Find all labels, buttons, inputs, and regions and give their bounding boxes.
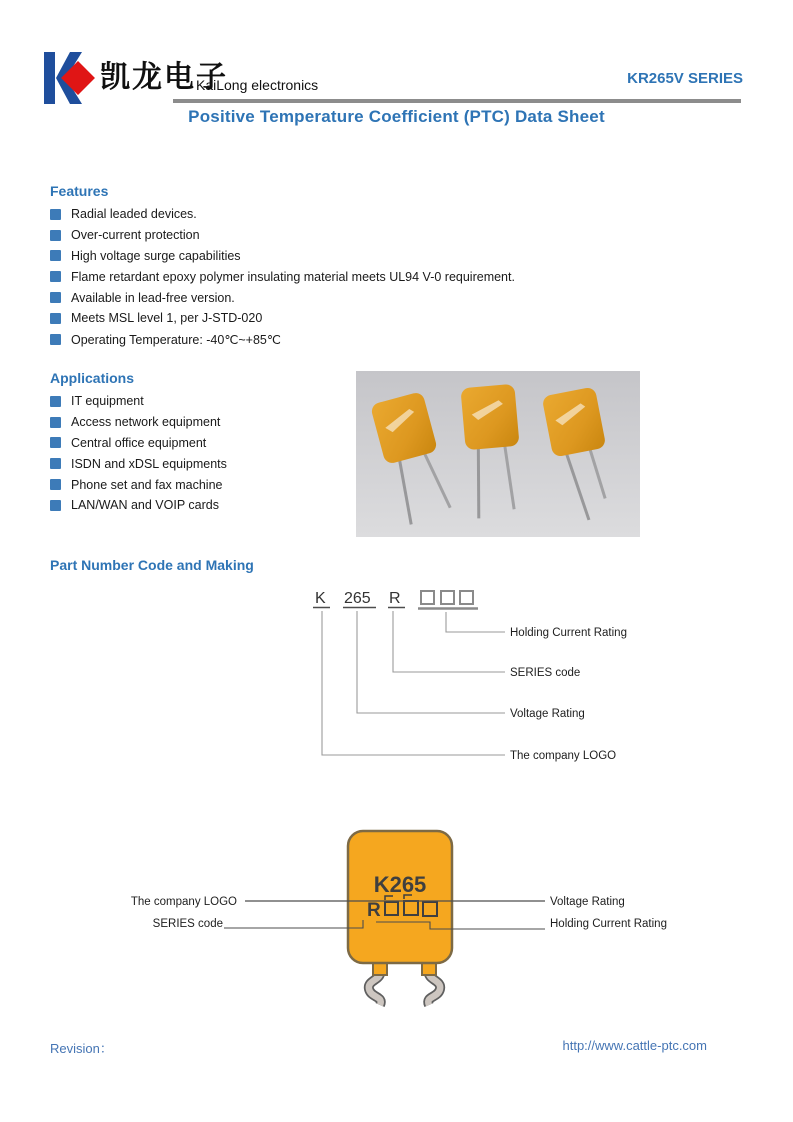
company-logo-icon bbox=[42, 50, 104, 106]
label-voltage-rating: Voltage Rating bbox=[550, 896, 625, 908]
bullet-square-icon bbox=[50, 271, 61, 282]
label-holding-current: Holding Current Rating bbox=[550, 918, 667, 930]
list-item bbox=[50, 412, 350, 433]
bullet-square-icon bbox=[50, 250, 61, 261]
list-item bbox=[50, 225, 710, 246]
page-title: Positive Temperature Coefficient (PTC) Data Sheet bbox=[188, 107, 605, 126]
series-label: KR265V SERIES bbox=[627, 70, 743, 87]
applications-heading: Applications bbox=[50, 370, 135, 386]
list-item bbox=[50, 329, 710, 350]
label-company-logo: The company LOGO bbox=[510, 750, 617, 762]
application-text: Central office equipment bbox=[71, 435, 207, 450]
list-item bbox=[50, 204, 710, 225]
application-text: LAN/WAN and VOIP cards bbox=[71, 498, 219, 513]
brand-chinese: 凯龙电子 bbox=[100, 60, 228, 95]
header-divider bbox=[173, 99, 741, 103]
bullet-square-icon bbox=[50, 458, 61, 469]
bullet-square-icon bbox=[50, 313, 61, 324]
label-voltage-rating: Voltage Rating bbox=[510, 708, 585, 720]
current-digit-box bbox=[460, 591, 473, 604]
bullet-square-icon bbox=[50, 334, 61, 345]
label-series-code: SERIES code bbox=[152, 918, 223, 930]
label-company-logo: The company LOGO bbox=[130, 896, 237, 908]
bullet-square-icon bbox=[50, 437, 61, 448]
feature-text: Available in lead-free version. bbox=[71, 290, 235, 305]
bullet-square-icon bbox=[50, 500, 61, 511]
feature-text: High voltage surge capabilities bbox=[71, 248, 241, 263]
label-holding-current: Holding Current Rating bbox=[510, 627, 627, 639]
list-item bbox=[50, 287, 710, 308]
bullet-square-icon bbox=[50, 209, 61, 220]
website-link[interactable]: http://www.cattle-ptc.com bbox=[562, 1038, 707, 1053]
part-number-code-diagram bbox=[300, 586, 730, 771]
device-body bbox=[348, 831, 452, 963]
bullet-square-icon bbox=[50, 230, 61, 241]
marking-series-letter: R bbox=[367, 900, 381, 921]
product-photo bbox=[356, 371, 640, 537]
label-series-code: SERIES code bbox=[510, 667, 581, 679]
bullet-square-icon bbox=[50, 292, 61, 303]
application-text: Phone set and fax machine bbox=[71, 477, 223, 492]
bullet-square-icon bbox=[50, 417, 61, 428]
list-item bbox=[50, 495, 350, 516]
feature-text: Meets MSL level 1, per J-STD-020 bbox=[71, 311, 263, 326]
list-item bbox=[50, 474, 350, 495]
list-item bbox=[50, 391, 350, 412]
features-heading: Features bbox=[50, 183, 109, 199]
feature-text: Operating Temperature: -40℃~+85℃ bbox=[71, 332, 281, 347]
application-text: ISDN and xDSL equipments bbox=[71, 456, 227, 471]
list-item bbox=[50, 453, 350, 474]
code-logo-letter: K bbox=[315, 590, 326, 607]
features-list bbox=[50, 204, 710, 350]
brand-english: KaiLong electronics bbox=[196, 77, 319, 93]
device-marking-figure bbox=[130, 813, 690, 1008]
applications-section bbox=[50, 370, 350, 516]
list-item bbox=[50, 246, 710, 267]
revision-label: Revision： bbox=[50, 1041, 113, 1056]
current-digit-box bbox=[421, 591, 434, 604]
feature-text: Over-current protection bbox=[71, 228, 200, 243]
list-item bbox=[50, 266, 710, 287]
applications-list bbox=[50, 391, 350, 516]
feature-text: Flame retardant epoxy polymer insulating material meets UL94 V-0 requirement. bbox=[71, 269, 515, 284]
part-number-heading: Part Number Code and Making bbox=[50, 557, 254, 573]
code-voltage: 265 bbox=[344, 590, 371, 607]
current-digit-box bbox=[441, 591, 454, 604]
list-item bbox=[50, 308, 710, 329]
application-text: IT equipment bbox=[71, 394, 144, 409]
bullet-square-icon bbox=[50, 396, 61, 407]
code-series-letter: R bbox=[389, 590, 401, 607]
marking-part-number: K265 bbox=[373, 872, 427, 897]
list-item bbox=[50, 433, 350, 454]
application-text: Access network equipment bbox=[71, 415, 221, 430]
logo-bar bbox=[44, 52, 55, 104]
features-section bbox=[50, 183, 710, 350]
bullet-square-icon bbox=[50, 479, 61, 490]
feature-text: Radial leaded devices. bbox=[71, 207, 197, 222]
